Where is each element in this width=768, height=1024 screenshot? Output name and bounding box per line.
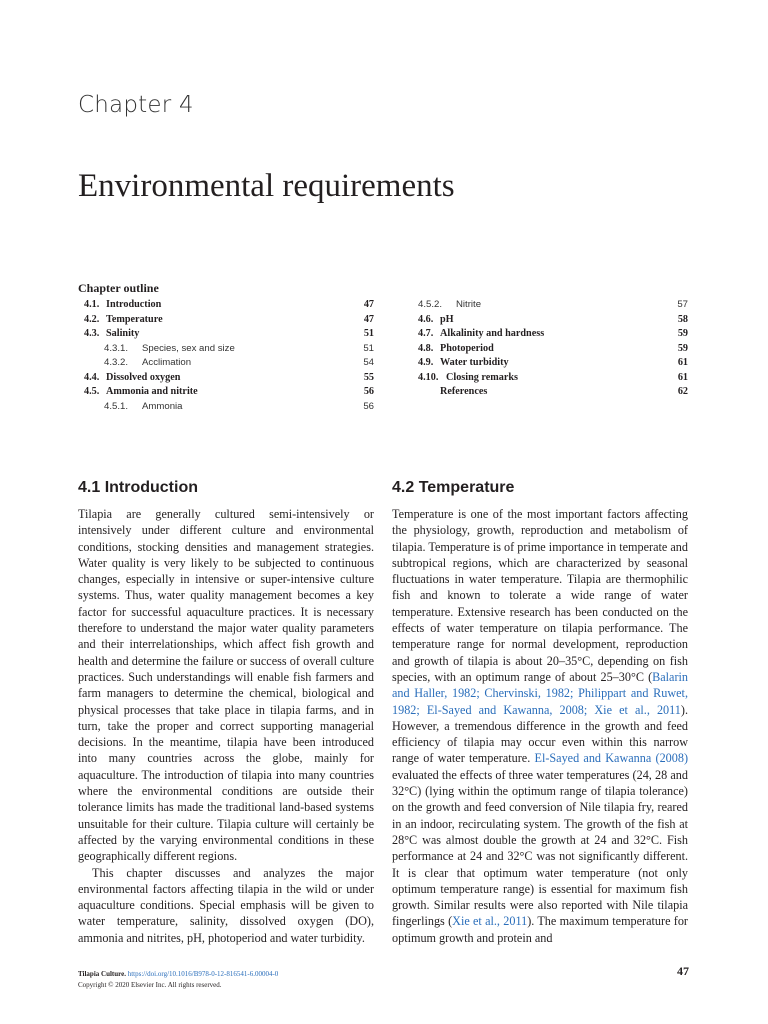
section-heading-introduction: 4.1 Introduction [78,479,198,496]
temp-text-3: evaluated the effects of three water temperatures (24, 28 and 32°C) (lying within the optimum range of tilapia tolerance) on the growth and feed conversion of Nile tilapia fry, reared in an indoor, recirculating system. The growth of the fish at 28°C was almost double the growth at 24 and 32°C. Fish performance at 24 and 32°C was not significantly different. It is clear that optimum water temperature (not only optimum temperature range) is essential for maximum fish growth. Similar results were also reported with Nile tilapia fingerlings ( [392,767,688,929]
toc-entry-page: 58 [677,313,688,325]
toc-entry-title: References [440,386,488,397]
toc-entry-page: 56 [363,400,374,412]
toc-entry-title: Alkalinity and hardness [440,328,545,339]
journal-name: Tilapia Culture. [78,970,126,978]
toc-entry[interactable] [392,313,688,328]
toc-entry-label [84,298,161,313]
toc-entry[interactable] [392,385,688,400]
toc-entry-number: 4.6. [418,313,434,325]
toc-entry[interactable] [392,298,688,313]
toc-entry-number [418,385,440,400]
toc-entry-page: 61 [677,357,688,368]
toc-entry-number: 4.2. [84,313,100,325]
toc-entry-title: Ammonia and nitrite [106,386,198,397]
temp-text-1: Temperature is one of the most important factors affecting the physiology, growth, reproduction and metabolism of tilapia. Temperature is of prime importance in temperate and subtropical regions, which are characterized by seasonal fluctuations in water temperature. Tilapia are thermophilic fish and known to tolerate a wide range of water temperature. Extensive research has been conducted on the effects of water temperature on tilapia performance. The temperature range for normal development, reproduction and growth of tilapia is about 20–35°C, depending on fish species, with an optimum range of about 25–30°C ( [392,507,688,684]
toc-entry[interactable] [84,400,374,415]
temperature-paragraph [392,506,688,946]
toc-entry-title: Photoperiod [440,342,494,354]
toc-entry-label [392,342,494,357]
toc-entry-label [84,385,198,400]
footer-citation [78,969,278,991]
toc-entry-number: 4.8. [418,342,434,354]
toc-entry-page: 55 [363,371,374,383]
toc-entry[interactable] [392,327,688,342]
toc-entry-number: 4.7. [418,328,434,339]
toc-entry-label [84,342,235,357]
toc-entry-title: Species, sex and size [142,342,235,354]
toc-entry[interactable] [84,327,374,342]
doi-link[interactable]: https://doi.org/10.1016/B978-0-12-816541-6.00004-0 [127,970,279,978]
toc-entry-label [392,371,518,386]
temperature-column [392,506,688,946]
toc-entry-title: Acclimation [142,357,192,368]
toc-entry[interactable] [84,356,374,371]
toc-entry[interactable] [392,371,688,386]
toc-entry-title: Temperature [106,313,163,325]
toc-left [84,298,374,414]
toc-entry-number: 4.1. [84,299,100,310]
citation-link[interactable]: El-Sayed and Kawanna (2008) [534,751,689,766]
toc-entry-label [84,371,180,386]
toc-entry-page: 62 [677,386,688,397]
toc-entry[interactable] [84,342,374,357]
toc-entry-title: Salinity [106,328,140,339]
outline-heading: Chapter outline [78,281,159,295]
toc-right [392,298,688,400]
toc-entry[interactable] [84,313,374,328]
toc-entry[interactable] [84,385,374,400]
copyright-line: Copyright © 2020 Elsevier Inc. All rights reserved. [78,981,222,989]
toc-entry-title: Ammonia [142,400,183,412]
page-number: 47 [677,964,689,978]
toc-entry-title: Water turbidity [440,357,509,368]
toc-entry-number: 4.3. [84,328,100,339]
toc-entry-label [392,385,487,400]
toc-entry-page: 47 [363,299,374,310]
chapter-label: Chapter 4 [78,92,194,118]
toc-entry-number: 4.5.1. [104,400,129,412]
toc-entry-number: 4.10. [418,371,439,383]
toc-entry[interactable] [392,356,688,371]
toc-entry-label [398,298,481,313]
toc-entry-title: pH [440,313,454,325]
chapter-title: Environmental requirements [78,168,455,204]
toc-entry-number: 4.3.2. [104,357,129,368]
toc-entry-label [84,400,183,415]
toc-entry-title: Dissolved oxygen [106,371,181,383]
toc-entry-title: Introduction [106,299,162,310]
toc-entry-page: 47 [363,313,374,325]
toc-entry-number: 4.9. [418,357,434,368]
toc-entry-page: 59 [677,342,688,354]
toc-entry-title: Closing remarks [446,371,518,383]
footer-source-line [78,969,278,980]
toc-entry-title: Nitrite [456,299,482,310]
toc-entry-number: 4.4. [84,371,100,383]
toc-entry-label [84,327,139,342]
toc-entry-number: 4.5. [84,386,100,397]
toc-entry-label [392,327,544,342]
toc-entry-page: 57 [677,299,688,310]
toc-entry-page: 61 [677,371,688,383]
toc-entry[interactable] [392,342,688,357]
toc-entry-number: 4.5.2. [418,299,443,310]
temp-text-2: ). However, a tremendous difference in the growth and feed efficiency of tilapia may occur even within this narrow range of water temperature. [392,702,688,766]
intro-paragraph-2: This chapter discusses and analyzes the major environmental factors affecting tilapia in the wild or under aquaculture conditions. Special emphasis will be given to water temperature, salinity, dissolved oxygen (DO), ammonia and nitrites, pH, photoperiod and water turbidity. [78,865,374,945]
citation-link[interactable]: Balarin and Haller, 1982; Chervinski, 1982; Philippart and Ruwet, 1982; El-Sayed and Kawanna, 2008; Xie et al., 2011 [392,669,688,717]
toc-entry-label [392,356,509,371]
toc-entry-page: 51 [363,342,374,354]
toc-entry-label [84,356,191,371]
toc-entry-page: 51 [363,328,374,339]
toc-entry-number: 4.3.1. [104,342,129,354]
section-heading-temperature: 4.2 Temperature [392,479,515,496]
introduction-column [78,506,374,946]
toc-entry-page: 54 [363,357,374,368]
toc-entry-page: 59 [677,328,688,339]
intro-paragraph-1: Tilapia are generally cultured semi-intensively or intensively under different culture and environmental conditions, stocking densities and management strategies. Water quality is very likely to be subjected to continuous changes, especially in intensive or super-intensive culture systems. Thus, water quality management becomes a key factor for successful aquaculture practices. It is necessary therefore to understand the major water quality parameters and their interrelationships, which affect fish growth and health and determine the failure or success of overall culture practices. Such understandings will enable fish farmers and farm managers to determine the chemical, biological and physical processes that take place in tilapia farms, and in turn, take the proper and correct supporting managerial decisions. In the meantime, tilapia have been introduced into many countries across the globe, mainly for aquaculture. The introduction of tilapia into many countries where the environmental conditions are outside their tolerance limits has made the traditional land-based systems unsuitable for their culture. Tilapia culture will certainly be affected by the varying environmental conditions in these geographically different regions. [78,507,374,864]
toc-entry[interactable] [84,298,374,313]
temp-text-4: ). The maximum temperature for optimum growth and protein and [392,914,688,945]
toc-entry-label [392,313,454,328]
toc-entry-page: 56 [363,386,374,397]
toc-entry-label [84,313,163,328]
toc-entry[interactable] [84,371,374,386]
citation-link[interactable]: Xie et al., 2011 [452,914,528,929]
